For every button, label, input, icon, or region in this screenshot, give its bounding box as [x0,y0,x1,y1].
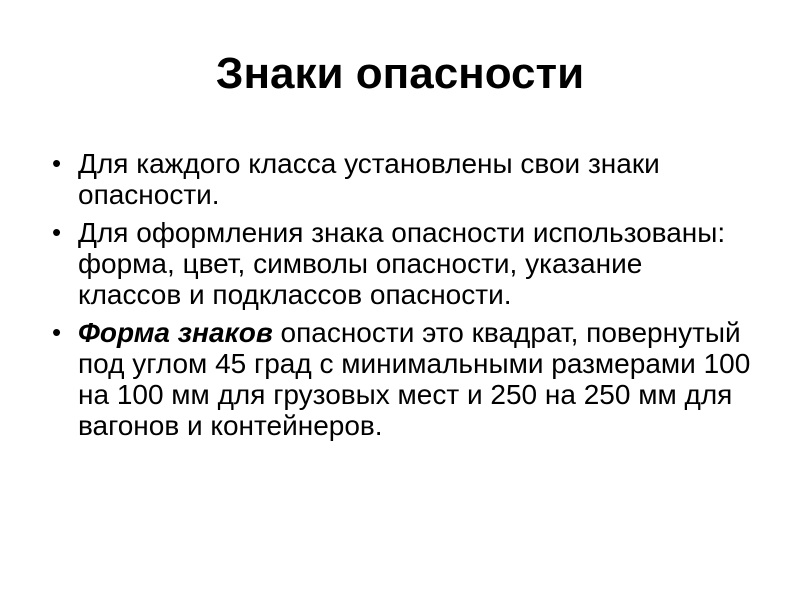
slide-title: Знаки опасности [215,49,585,98]
bullet-list [52,148,752,448]
bullet-text: Для каждого класса установлены свои знаки опасности. [78,148,660,210]
bullet-item [52,217,752,310]
bullet-text-container [78,317,752,441]
bullet-marker: • [52,317,62,347]
bullet-text: Для оформления знака опасности использованы: форма, цвет, символы опасности, указание классов и подклассов опасности. [78,217,726,310]
bullet-item [52,148,752,210]
bullet-item [52,317,752,441]
bullet-marker: • [52,217,62,247]
bullet-text: опасности это квадрат, повернутый под углом 45 град с минимальными размерами 100 на 100 мм для грузовых мест и 250 на 250 мм для вагонов и контейнеров. [78,317,751,441]
bullet-emphasis: Форма знаков [78,317,273,348]
bullet-marker: • [52,148,62,178]
